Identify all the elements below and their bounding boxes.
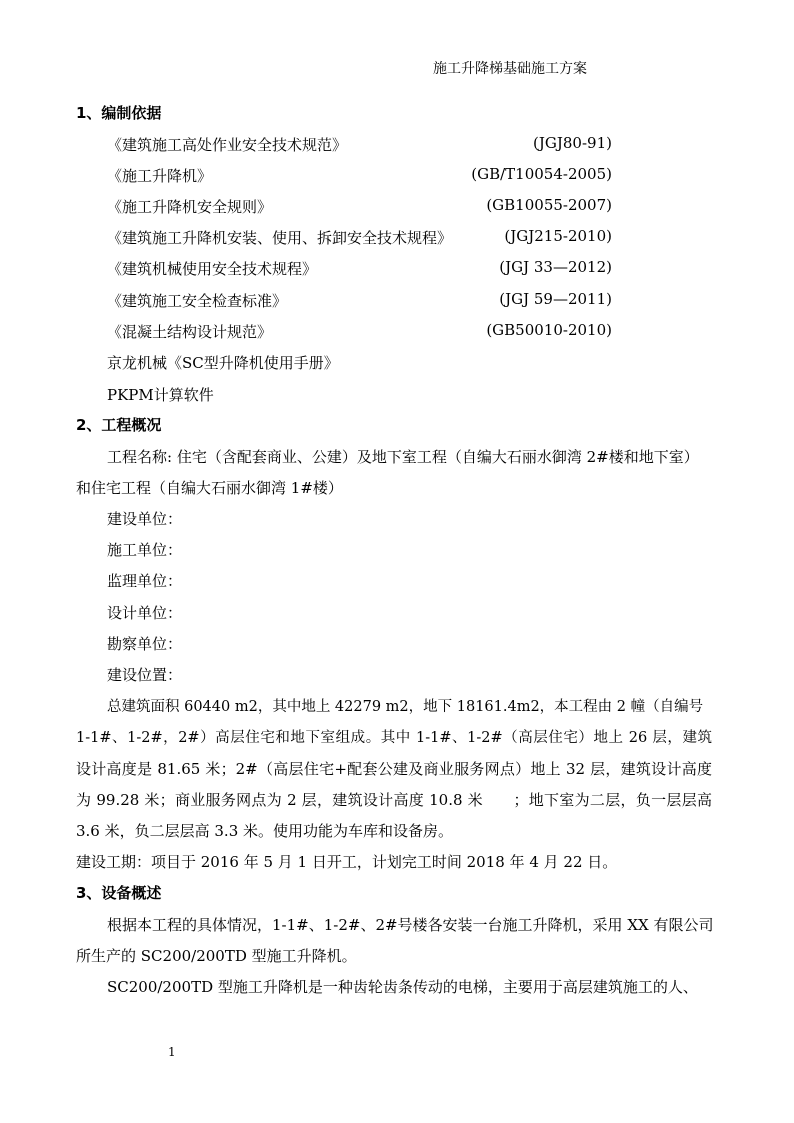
field-supervision-unit: 监理单位： — [107, 572, 183, 590]
reference-extra: 京龙机械《SC型升降机使用手册》 — [107, 354, 339, 372]
description-line: 为 99.28 米；商业服务网点为 2 层，建筑设计高度 10.8 米 ；地下室为二层，负一层层高 — [76, 791, 712, 809]
field-design-unit: 设计单位： — [107, 604, 183, 622]
reference-name: 《施工升降机安全规则》 — [107, 198, 273, 216]
reference-item — [107, 290, 612, 311]
description-line: 总建筑面积 60440 m2，其中地上 42279 m2，地下 18161.4m2，本工程由 2 幢（自编号 — [107, 699, 704, 715]
project-name-line: 工程名称: 住宅（含配套商业、公建）及地下室工程（自编大石丽水御湾 2#楼和地下室） — [107, 448, 699, 466]
reference-code: (JGJ 59—2011) — [499, 290, 612, 308]
field-construction-unit: 建设单位： — [107, 510, 183, 528]
reference-code: (GB50010-2010) — [486, 321, 612, 339]
description-line: 1-1#、1-2#，2#）高层住宅和地下室组成。其中 1-1#、1-2#（高层住宅）地上 26 层，建筑 — [76, 730, 712, 746]
reference-name: 《建筑施工高处作业安全技术规范》 — [107, 136, 348, 154]
page-header: 施工升降梯基础施工方案 — [433, 61, 587, 77]
equipment-paragraph-line: SC200/200TD 型施工升降机是一种齿轮齿条传动的电梯，主要用于高层建筑施工的人、 — [107, 978, 698, 996]
section-heading-equipment: 3、设备概述 — [76, 884, 162, 902]
reference-code: (JGJ215-2010) — [504, 227, 612, 245]
description-line: 3.6 米，负二层层高 3.3 米。使用功能为车库和设备房。 — [76, 822, 454, 840]
reference-item — [107, 258, 612, 279]
field-location: 建设位置： — [107, 666, 183, 684]
reference-code: (GB10055-2007) — [486, 196, 612, 214]
project-name-line: 和住宅工程（自编大石丽水御湾 1#楼） — [76, 479, 343, 497]
page-number: 1 — [168, 1045, 176, 1059]
reference-code: (GB/T10054-2005) — [471, 165, 612, 183]
reference-code: (JGJ 33—2012) — [499, 258, 612, 276]
reference-item — [107, 134, 612, 155]
reference-item — [107, 227, 612, 248]
reference-item — [107, 165, 612, 186]
section-heading-overview: 2、工程概况 — [76, 416, 162, 434]
reference-extra: PKPM计算软件 — [107, 386, 214, 404]
construction-period: 建设工期：项目于 2016 年 5 月 1 日开工，计划完工时间 2018 年 4 月 22 日。 — [76, 853, 618, 871]
field-survey-unit: 勘察单位： — [107, 635, 183, 653]
reference-code: (JGJ80-91) — [533, 134, 612, 152]
reference-name: 《建筑施工安全检查标准》 — [107, 292, 288, 310]
field-builder-unit: 施工单位： — [107, 541, 183, 559]
reference-name: 《建筑施工升降机安装、使用、拆卸安全技术规程》 — [107, 229, 453, 247]
section-heading-basis: 1、编制依据 — [76, 104, 162, 122]
reference-name: 《建筑机械使用安全技术规程》 — [107, 260, 318, 278]
equipment-paragraph-line: 根据本工程的具体情况，1-1#、1-2#、2#号楼各安装一台施工升降机，采用 XX 有限公司 — [107, 916, 714, 934]
reference-item — [107, 321, 612, 342]
reference-name: 《施工升降机》 — [107, 167, 213, 185]
reference-name: 《混凝土结构设计规范》 — [107, 323, 273, 341]
reference-item — [107, 196, 612, 217]
equipment-paragraph-line: 所生产的 SC200/200TD 型施工升降机。 — [76, 947, 357, 965]
description-line: 设计高度是 81.65 米；2#（高层住宅+配套公建及商业服务网点）地上 32 层，建筑设计高度 — [76, 760, 712, 778]
